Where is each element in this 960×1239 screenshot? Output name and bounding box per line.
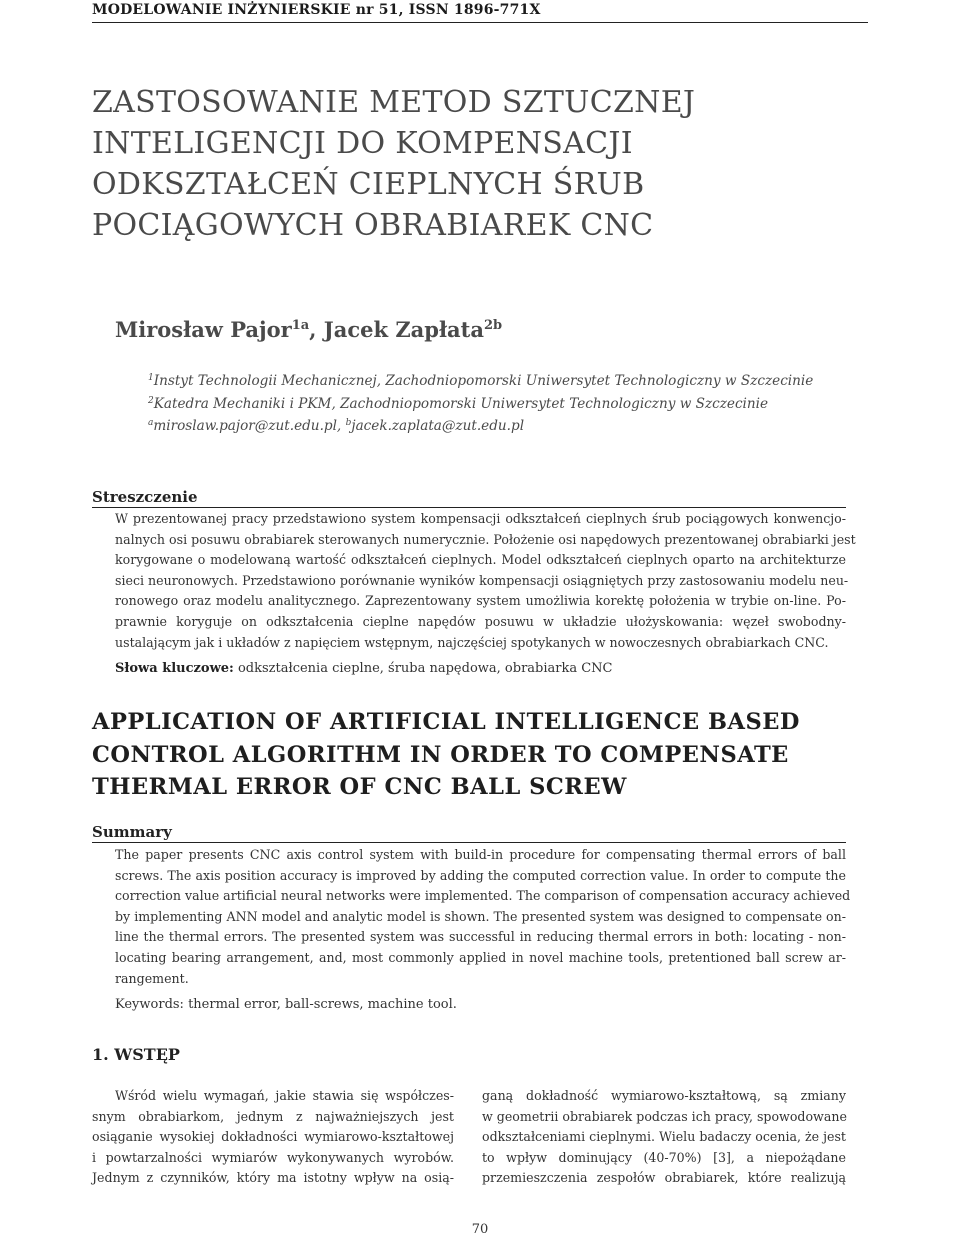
english-title-line: THERMAL ERROR OF CNC BALL SCREW [92,774,627,800]
affiliation-2 [148,396,768,412]
running-head: MODELOWANIE INŻYNIERSKIE nr 51, ISSN 1896-771X [92,2,541,18]
polish-title [92,82,872,246]
affiliation-1-text: Instyt Technologii Mechanicznej, Zachodniopomorski Uniwersytet Technologiczny w Szczecinie [153,373,814,389]
email-b-mark: b [345,418,352,428]
intro-right-column [482,1086,846,1189]
page-number: 70 [471,1222,489,1237]
author-separator: , [309,317,324,342]
summary-line: by implementing ANN model and analytic model is shown. The presented system was designed to compensate on- [115,908,846,924]
streszczenie-line: W prezentowanej pracy przedstawiono system kompensacji odkształceń cieplnych śrub pociągowych konwencjo- [115,511,846,526]
english-keywords-text: thermal error, ball-screws, machine tool. [183,997,457,1012]
intro-right-line: przemieszczenia zespołów obrabiarek, które realizują [482,1170,846,1186]
summary-line: The paper presents CNC axis control system with build-in procedure for compensating thermal errors of ball [115,847,846,862]
summary-line: rangement. [115,970,189,986]
polish-title-line: INTELIGENCJI DO KOMPENSACJI [92,126,633,161]
affiliation-1 [148,373,813,389]
streszczenie-line: ustalającym jak i układów z napięciem wstępnym, najczęściej spotykanych w nowoczesnych obrabiarkach CNC. [115,634,829,650]
author-2: Jacek Zapłata [323,317,484,342]
english-title-line: APPLICATION OF ARTIFICIAL INTELLIGENCE BASED [92,709,800,735]
email-b: jacek.zaplata@zut.edu.pl [351,418,525,434]
author-2-mark: 2b [483,318,503,333]
summary-line: screws. The axis position accuracy is improved by adding the computed correction value. In order to compute the [115,867,846,883]
summary-heading: Summary [92,823,846,843]
running-head-rule [92,22,868,23]
affiliation-2-text: Katedra Mechaniki i PKM, Zachodniopomorski Uniwersytet Technologiczny w Szczecinie [153,396,769,412]
polish-title-line: ODKSZTAŁCEŃ CIEPLNYCH ŚRUB [92,167,645,202]
polish-title-line: POCIĄGOWYCH OBRABIAREK CNC [92,208,654,243]
intro-right-line: odkształceniami cieplnymi. Wielu badaczy ocenia, że jest [482,1129,846,1145]
polish-keywords-label: Słowa kluczowe: [115,661,234,676]
polish-keywords-text: odkształcenia cieplne, śruba napędowa, obrabiarka CNC [233,661,613,676]
summary-line: line the thermal errors. The presented system was successful in reducing thermal errors in both: locating - non- [115,929,846,945]
streszczenie-line: sieci neuronowych. Przedstawiono porównanie wyników kompensacji osiągniętych przy zastosowaniu modelu neu- [115,572,849,588]
streszczenie-line: prawnie koryguje on odkształcenia cieplne napędów posuwu w układzie ułożyskowania: węzeł swobodny- [115,613,846,629]
summary-body [115,845,851,989]
intro-left-column [92,1086,454,1189]
intro-right-line: to wpływ dominujący (40-70%) [3], a niepożądane [482,1149,846,1165]
authors [115,317,502,342]
intro-left-line: osiąganie wysokiej dokładności wymiarowo-kształtowej [92,1129,454,1145]
email-a-mark: a [148,418,154,428]
emails [148,418,524,434]
streszczenie-body [115,509,856,653]
english-title [92,706,872,804]
polish-keywords [115,661,613,676]
email-a: miroslaw.pajor@zut.edu.pl, [153,418,346,434]
intro-right-line: w geometrii obrabiarek podczas ich pracy, spowodowane [482,1108,847,1124]
intro-left-line: snym obrabiarkom, jednym z najważniejszych jest [92,1108,454,1124]
summary-line: correction value artificial neural networks were implemented. The comparison of compensation accuracy achieved [115,888,851,904]
english-title-line: CONTROL ALGORITHM IN ORDER TO COMPENSATE [92,741,789,768]
intro-right-line: ganą dokładność wymiarowo-kształtową, są zmiany [482,1088,846,1103]
streszczenie-line: ronowego oraz modelu analitycznego. Zaprezentowany system umożliwia korektę położenia w trybie on-line. Po- [115,593,846,609]
summary-line: locating bearing arrangement, and, most commonly applied in novel machine tools, pretentioned ball screw ar- [115,949,846,965]
affiliation-2-mark: 2 [148,396,154,406]
streszczenie-heading: Streszczenie [92,488,846,508]
section-heading-intro: 1. WSTĘP [92,1045,180,1064]
affiliation-1-mark: 1 [148,373,154,383]
intro-left-line: i powtarzalności wymiarów wykonywanych wyrobów. [92,1149,454,1165]
author-1-mark: 1a [291,318,310,333]
polish-title-line: ZASTOSOWANIE METOD SZTUCZNEJ [92,85,696,120]
intro-left-line: Jednym z czynników, który ma istotny wpływ na osią- [92,1170,454,1186]
streszczenie-line: korygowane o modelowaną wartość odkształceń cieplnych. Model odkształceń cieplnych oparto na architekturze [115,552,846,568]
english-keywords [115,997,457,1012]
intro-left-line: Wśród wielu wymagań, jakie stawia się współczes- [115,1088,454,1103]
streszczenie-line: nalnych osi posuwu obrabiarek sterowanych numerycznie. Położenie osi napędowych prezentowanej obrabiarki jest [115,531,856,547]
author-1: Mirosław Pajor [115,317,292,342]
english-keywords-label: Keywords: [115,997,184,1012]
